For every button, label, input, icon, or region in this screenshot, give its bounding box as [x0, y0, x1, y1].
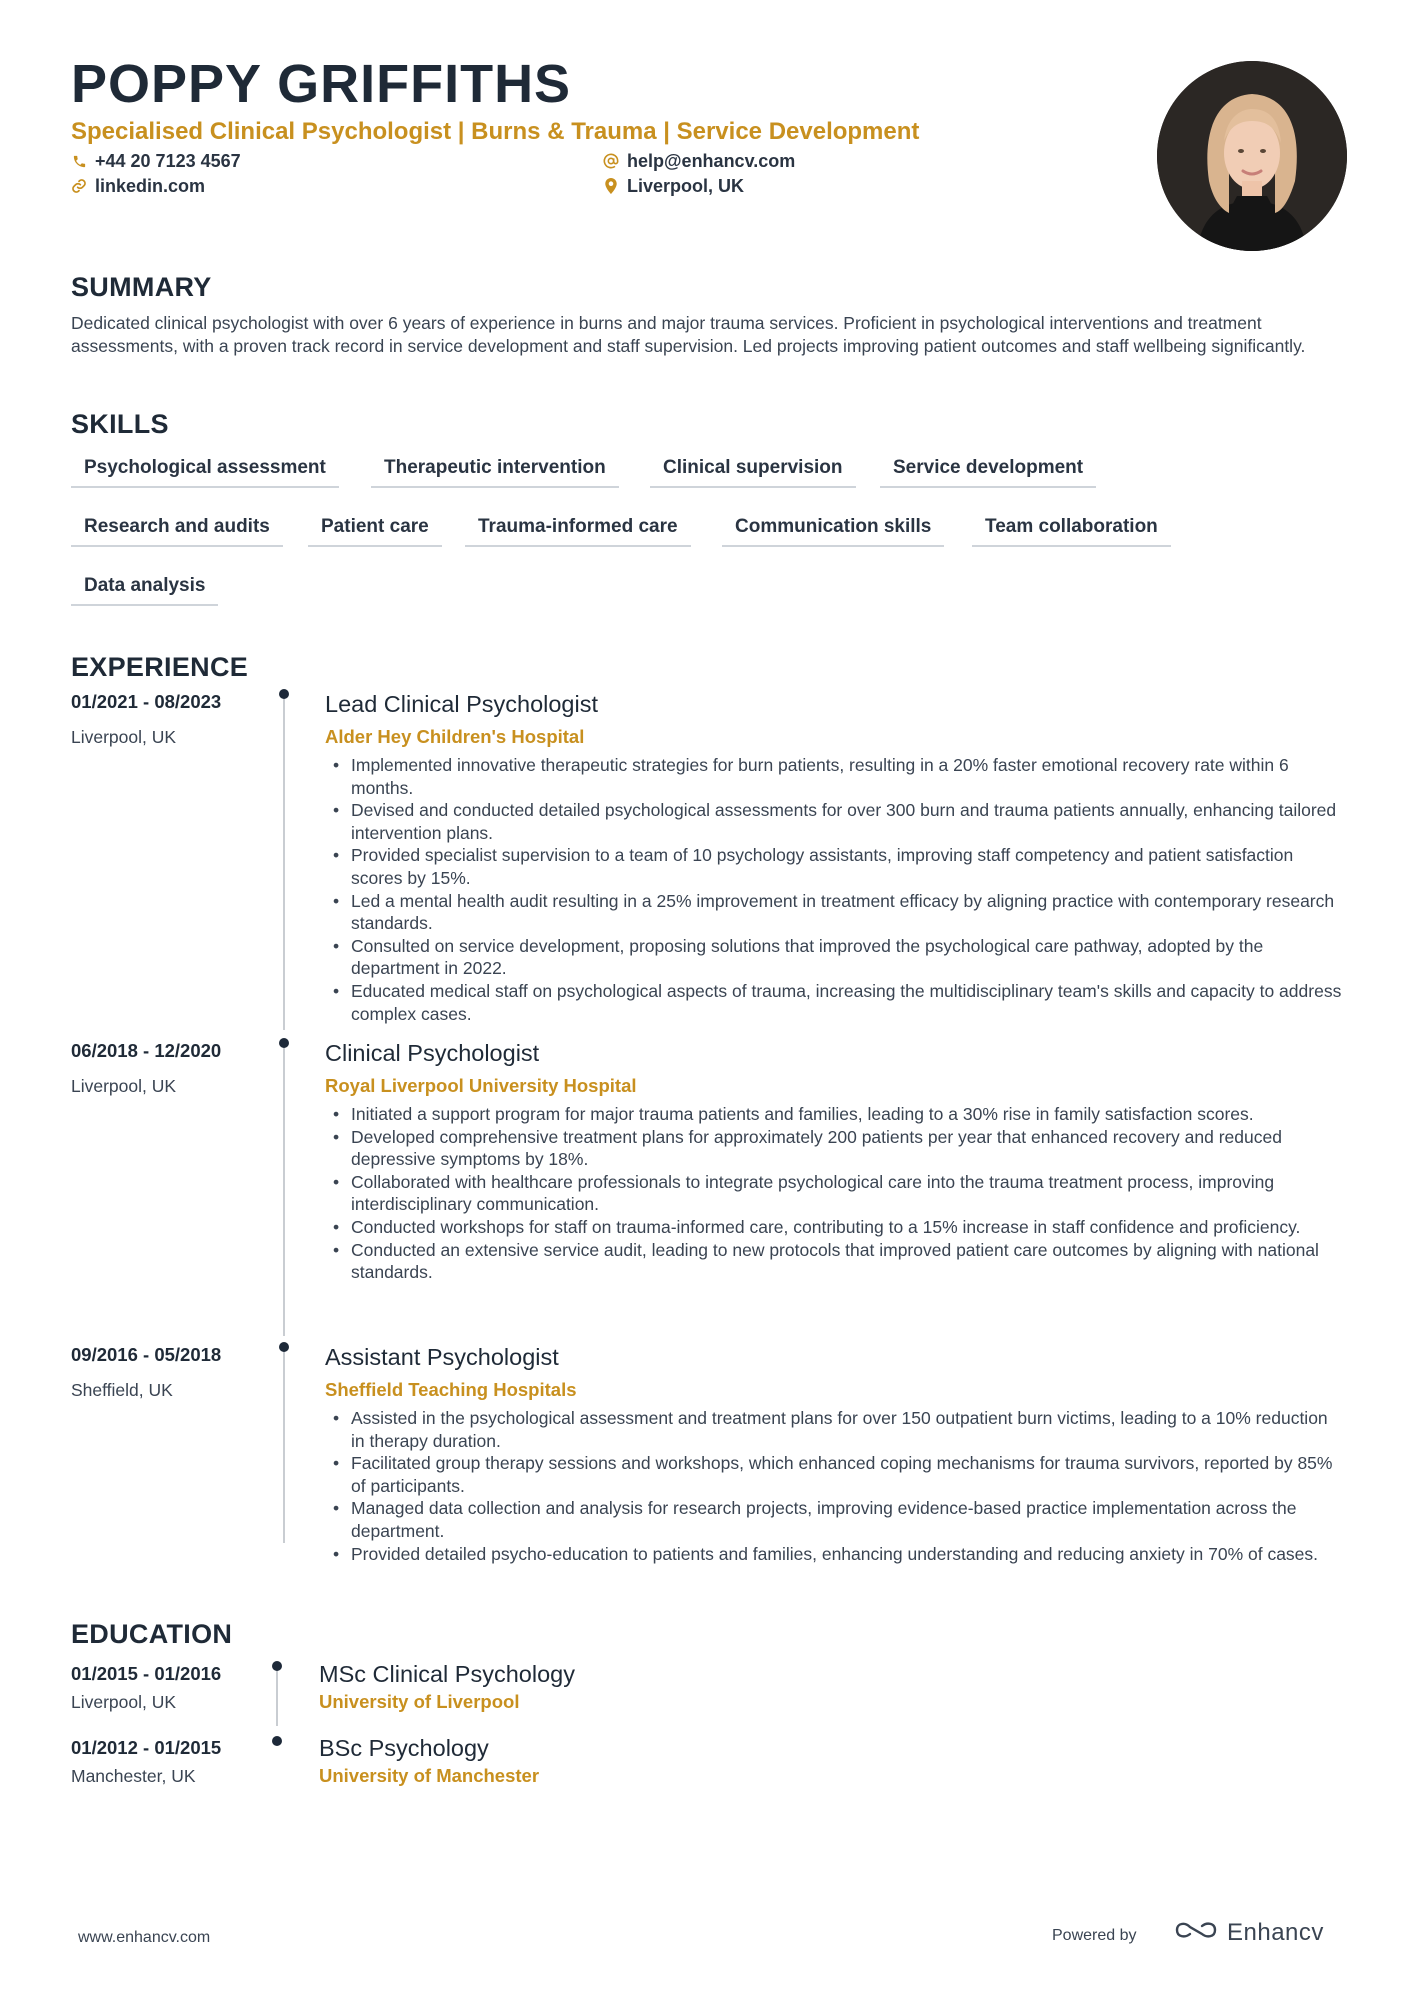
degree-title: BSc Psychology	[319, 1735, 489, 1761]
linkedin-contact[interactable]	[71, 174, 205, 198]
email-text[interactable]: help@enhancv.com	[627, 151, 796, 171]
experience-title: EXPERIENCE	[71, 652, 249, 682]
skill-tag: Patient care	[308, 513, 442, 547]
job-dates: 06/2018 - 12/2020	[71, 1040, 222, 1061]
job-bullets	[325, 1407, 1345, 1565]
skill-tag: Data analysis	[71, 572, 218, 606]
skill-tag: Clinical supervision	[650, 454, 856, 488]
job-dates: 01/2021 - 08/2023	[71, 691, 222, 712]
timeline-line	[283, 1046, 285, 1336]
phone-icon	[71, 153, 87, 169]
email-contact[interactable]	[603, 149, 795, 173]
map-pin-icon	[603, 178, 619, 194]
job-title: Lead Clinical Psychologist	[325, 691, 599, 717]
footer-url[interactable]: www.enhancv.com	[78, 1929, 211, 1946]
profile-photo	[1157, 61, 1347, 251]
headline: Specialised Clinical Psychologist | Burns & Trauma | Service Development	[71, 118, 920, 145]
enhancv-logo-icon	[1173, 1918, 1219, 1947]
edu-dates: 01/2015 - 01/2016	[71, 1663, 222, 1684]
school-name: University of Liverpool	[319, 1691, 520, 1712]
bullet-item: • Led a mental health audit resulting in a 25% improvement in treatment efficacy by aligning practice with contemporary research standards.	[325, 890, 1345, 935]
linkedin-text[interactable]: linkedin.com	[95, 176, 206, 196]
phone-text: +44 20 7123 4567	[95, 151, 241, 171]
bullet-item: • Provided specialist supervision to a team of 10 psychology assistants, improving staff competency and patient satisfaction scores by 15%.	[325, 844, 1345, 889]
company-name: Alder Hey Children's Hospital	[325, 726, 585, 747]
bullet-item: • Facilitated group therapy sessions and workshops, which enhanced coping mechanisms for trauma survivors, reported by 85% of participants.	[325, 1452, 1345, 1497]
bullet-item: • Initiated a support program for major trauma patients and families, leading to a 30% rise in family satisfaction scores.	[325, 1103, 1345, 1126]
job-title: Clinical Psychologist	[325, 1040, 540, 1066]
timeline-line	[283, 1351, 285, 1543]
bullet-item: • Educated medical staff on psychological aspects of trauma, increasing the multidisciplinary team's skills and capacity to address complex cases.	[325, 980, 1345, 1025]
skill-tag: Team collaboration	[972, 513, 1171, 547]
link-icon	[71, 178, 87, 194]
brand-name: Enhancv	[1227, 1918, 1324, 1946]
summary-title: SUMMARY	[71, 272, 212, 302]
timeline-dot	[279, 1342, 289, 1352]
job-bullets	[325, 754, 1345, 1025]
timeline-line	[283, 698, 285, 1030]
location-text: Liverpool, UK	[627, 176, 745, 196]
timeline-dot	[272, 1736, 282, 1746]
job-dates: 09/2016 - 05/2018	[71, 1344, 222, 1365]
edu-dates: 01/2012 - 01/2015	[71, 1737, 222, 1758]
school-name: University of Manchester	[319, 1765, 540, 1786]
skill-tag: Trauma-informed care	[465, 513, 691, 547]
bullet-item: • Developed comprehensive treatment plans for approximately 200 patients per year that enhanced recovery and reduced depressive symptoms by 18%.	[325, 1126, 1345, 1171]
bullet-item: • Devised and conducted detailed psychological assessments for over 300 burn and trauma patients annually, enhancing tailored intervention plans.	[325, 799, 1345, 844]
education-title: EDUCATION	[71, 1619, 233, 1649]
location-contact	[603, 174, 744, 198]
timeline-dot	[272, 1661, 282, 1671]
company-name: Sheffield Teaching Hospitals	[325, 1379, 577, 1400]
brand-logo[interactable]	[1173, 1918, 1324, 1947]
edu-location: Liverpool, UK	[71, 1692, 177, 1712]
candidate-name: POPPY GRIFFITHS	[71, 54, 572, 114]
bullet-item: • Implemented innovative therapeutic strategies for burn patients, resulting in a 20% faster emotional recovery rate within 6 months.	[325, 754, 1345, 799]
skill-tag: Psychological assessment	[71, 454, 339, 488]
bullet-item: • Collaborated with healthcare professionals to integrate psychological care into the trauma treatment process, improving interdisciplinary communication.	[325, 1171, 1345, 1216]
skill-tag: Research and audits	[71, 513, 283, 547]
company-name: Royal Liverpool University Hospital	[325, 1075, 637, 1096]
at-icon	[603, 153, 619, 169]
bullet-item: • Conducted an extensive service audit, leading to new protocols that improved patient care outcomes by aligning with national standards.	[325, 1239, 1345, 1284]
bullet-item: • Assisted in the psychological assessment and treatment plans for over 150 outpatient burn victims, leading to a 10% reduction in therapy duration.	[325, 1407, 1345, 1452]
job-title: Assistant Psychologist	[325, 1344, 559, 1370]
bullet-item: • Consulted on service development, proposing solutions that improved the psychological care pathway, adopted by the department in 2022.	[325, 935, 1345, 980]
job-bullets	[325, 1103, 1345, 1284]
skill-tag: Service development	[880, 454, 1096, 488]
job-location: Sheffield, UK	[71, 1380, 173, 1400]
skill-tag: Therapeutic intervention	[371, 454, 619, 488]
skill-tag: Communication skills	[722, 513, 944, 547]
bullet-item: • Managed data collection and analysis for research projects, improving evidence-based practice implementation across the department.	[325, 1497, 1345, 1542]
timeline-line	[276, 1670, 278, 1726]
bullet-item: • Provided detailed psycho-education to patients and families, enhancing understanding and reducing anxiety in 70% of cases.	[325, 1543, 1345, 1566]
skills-title: SKILLS	[71, 409, 169, 439]
timeline-dot	[279, 689, 289, 699]
bullet-item: • Conducted workshops for staff on trauma-informed care, contributing to a 15% increase in staff confidence and proficiency.	[325, 1216, 1345, 1239]
edu-location: Manchester, UK	[71, 1766, 196, 1786]
phone-contact	[71, 149, 241, 173]
timeline-dot	[279, 1038, 289, 1048]
powered-by-label: Powered by	[1052, 1927, 1137, 1944]
job-location: Liverpool, UK	[71, 727, 177, 747]
summary-text: Dedicated clinical psychologist with over 6 years of experience in burns and major trauma services. Proficient in psychological interventions and treatment assessments, with a proven track record in service development and staff supervision. Led projects improving patient outcomes and staff wellbeing significantly.	[71, 313, 1306, 356]
degree-title: MSc Clinical Psychology	[319, 1661, 575, 1687]
job-location: Liverpool, UK	[71, 1076, 177, 1096]
